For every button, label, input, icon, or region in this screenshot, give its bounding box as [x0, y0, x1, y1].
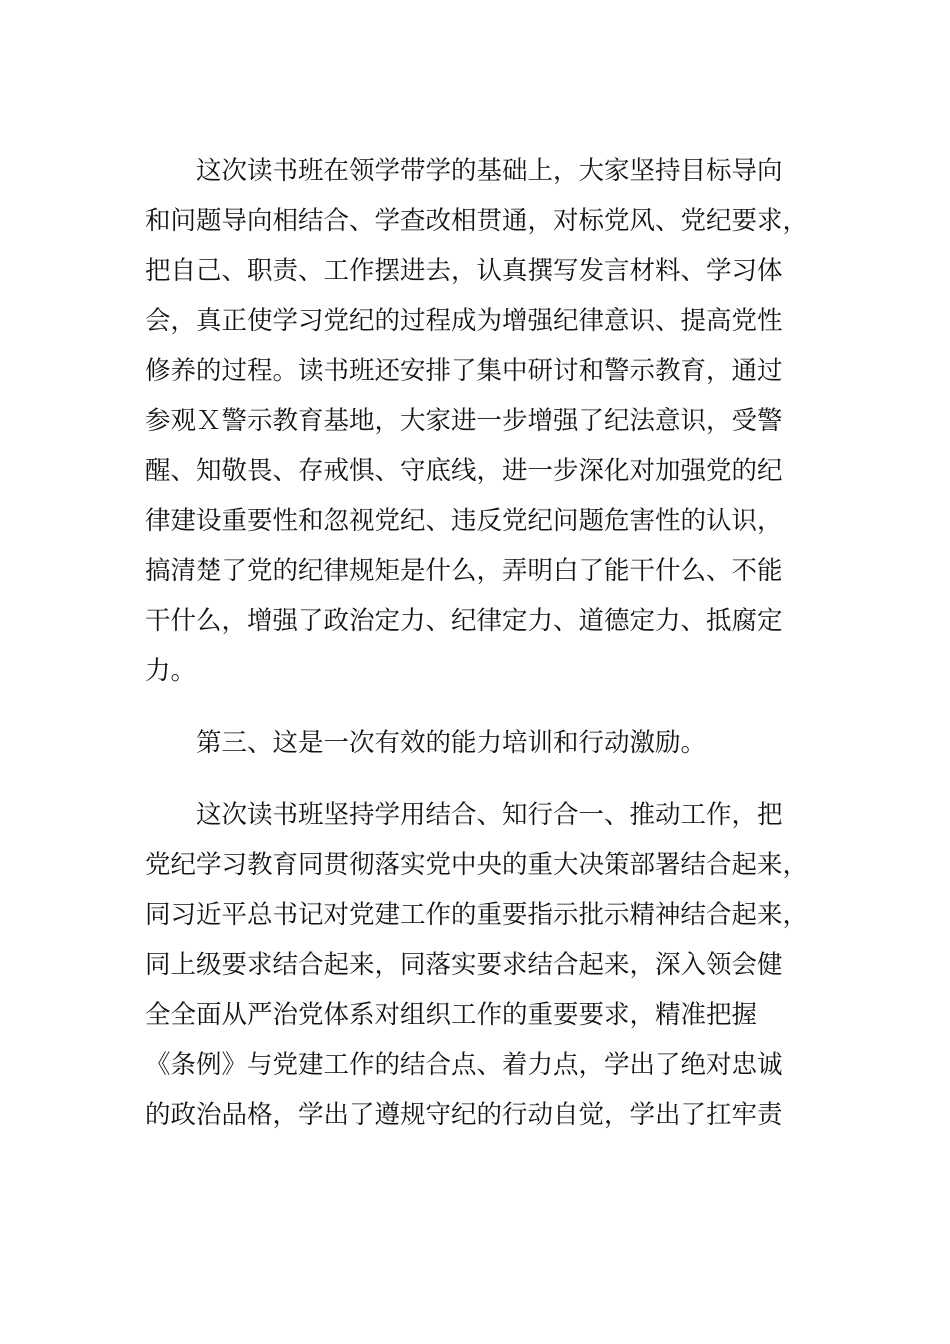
paragraph-reading-class-discipline — [145, 146, 815, 696]
paragraph-line: 力。 — [145, 656, 197, 686]
paragraph-line: 醒、知敬畏、存戒惧、守底线，进一步深化对加强党的纪 — [145, 456, 783, 486]
section-heading-third — [145, 718, 815, 768]
paragraph-line: 参观Ｘ警示教育基地，大家进一步增强了纪法意识，受警 — [145, 406, 783, 436]
paragraph-line: 干什么，增强了政治定力、纪律定力、道德定力、抵腐定 — [145, 606, 783, 636]
paragraph-line: 律建设重要性和忽视党纪、违反党纪问题危害性的认识， — [145, 506, 783, 536]
paragraph-line: 这次读书班在领学带学的基础上，大家坚持目标导向 — [196, 156, 783, 186]
paragraph-line: 把自己、职责、工作摆进去，认真撰写发言材料、学习体 — [145, 256, 783, 286]
paragraph-line: 《条例》与党建工作的结合点、着力点，学出了绝对忠诚 — [145, 1050, 783, 1080]
paragraph-line: 党纪学习教育同贯彻落实党中央的重大决策部署结合起来， — [145, 850, 809, 880]
paragraph-line: 同上级要求结合起来，同落实要求结合起来，深入领会健 — [145, 950, 783, 980]
paragraph-line: 搞清楚了党的纪律规矩是什么，弄明白了能干什么、不能 — [145, 556, 783, 586]
paragraph-line: 和问题导向相结合、学查改相贯通，对标党风、党纪要求， — [145, 206, 809, 236]
paragraph-line: 会，真正使学习党纪的过程成为增强纪律意识、提高党性 — [145, 306, 783, 336]
paragraph-line: 修养的过程。读书班还安排了集中研讨和警示教育，通过 — [145, 356, 783, 386]
heading-line: 第三、这是一次有效的能力培训和行动激励。 — [196, 728, 707, 758]
paragraph-line: 全全面从严治党体系对组织工作的重要要求，精准把握 — [145, 1000, 758, 1030]
paragraph-line: 同习近平总书记对党建工作的重要指示批示精神结合起来， — [145, 900, 809, 930]
paragraph-line: 的政治品格，学出了遵规守纪的行动自觉，学出了扛牢责 — [145, 1100, 783, 1130]
paragraph-line: 这次读书班坚持学用结合、知行合一、推动工作，把 — [196, 800, 783, 830]
paragraph-learning-application — [145, 790, 815, 1140]
